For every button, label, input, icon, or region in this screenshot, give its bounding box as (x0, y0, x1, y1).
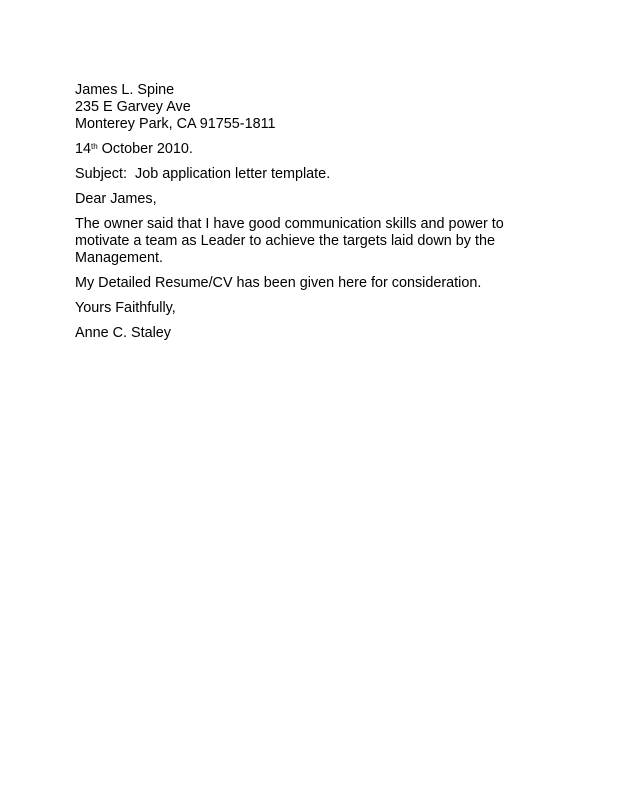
salutation: Dear James, (75, 191, 157, 207)
body-paragraph-1-line-1: The owner said that I have good communication skills and power to (75, 216, 504, 232)
subject-line (75, 166, 555, 183)
subject-label: Subject: (75, 166, 127, 182)
subject-text: Job application letter template. (135, 166, 331, 182)
body-paragraph-2: My Detailed Resume/CV has been given here for consideration. (75, 275, 482, 291)
letter-body (75, 82, 555, 350)
date-suffix: th (91, 142, 98, 151)
letter-date (75, 141, 555, 158)
recipient-address (75, 82, 555, 133)
date-day: 14 (75, 141, 92, 157)
recipient-city: Monterey Park, CA 91755-1811 (75, 116, 276, 132)
body-paragraph-1 (75, 216, 555, 267)
recipient-street: 235 E Garvey Ave (75, 99, 191, 115)
signature-name: Anne C. Staley (75, 325, 171, 341)
date-rest: October 2010. (97, 141, 193, 157)
body-paragraph-1-line-2: motivate a team as Leader to achieve the targets laid down by the (75, 233, 495, 249)
closing: Yours Faithfully, (75, 300, 176, 316)
recipient-name: James L. Spine (75, 82, 175, 98)
body-paragraph-1-line-3: Management. (75, 250, 163, 266)
